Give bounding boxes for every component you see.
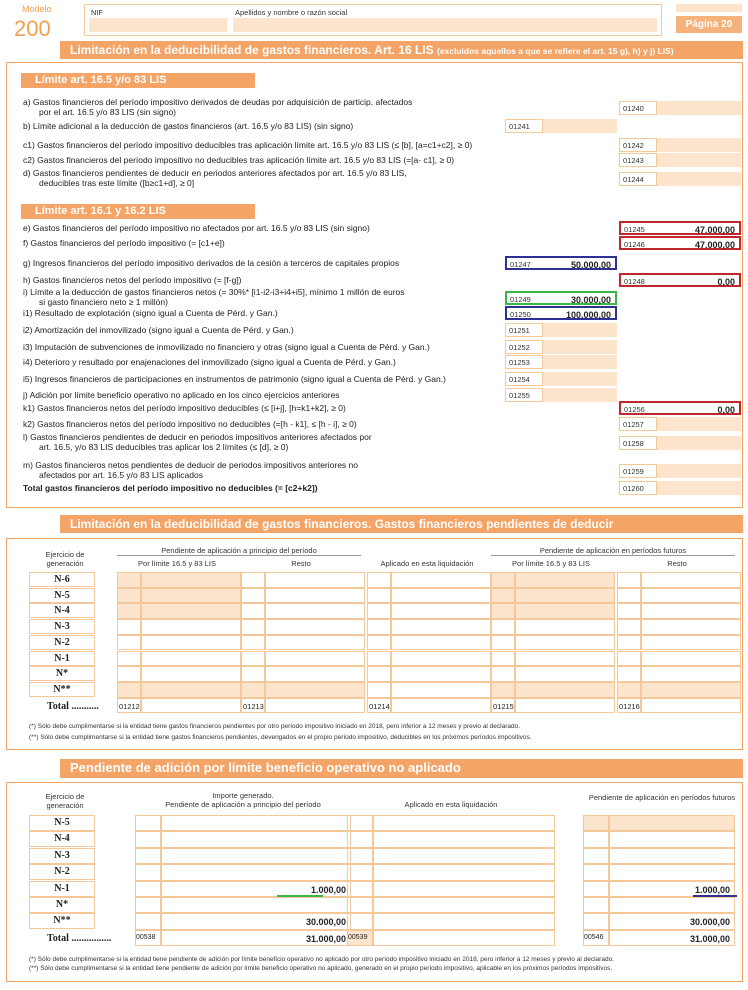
s3-underline-green xyxy=(277,895,323,897)
s3-cell-0-5[interactable] xyxy=(161,897,351,913)
s3-code-2: 00546 xyxy=(584,933,604,941)
s2-cell-3-1[interactable] xyxy=(515,588,615,604)
s2-note2: (**) Sólo debe cumplimentarse si la entidad tiene gastos financieros pendientes, devengados en el propio período impositivo, deducibles en los próximos períodos impositivos. xyxy=(29,734,532,741)
s1-code-01253: 01253 xyxy=(505,355,543,369)
s1-row-17-label xyxy=(23,419,357,429)
s1-code-01251: 01251 xyxy=(505,323,543,337)
sub-limit-165: Límite art. 16.5 y/o 83 LIS xyxy=(21,73,255,88)
s1-row-14-label xyxy=(23,374,446,384)
s2-cell-0-7[interactable] xyxy=(141,682,241,698)
s2-code-2: 01214 xyxy=(369,701,390,711)
s3-cell-2-3[interactable] xyxy=(609,864,735,880)
s1-value-01248[interactable]: 0,00 xyxy=(657,273,741,287)
s2-cell-4-5[interactable] xyxy=(641,651,741,667)
s1-value-01252[interactable] xyxy=(543,340,617,354)
s2-cellcode-4-0 xyxy=(617,572,641,588)
s2-cellcode-4-6 xyxy=(617,666,641,682)
s3-cell-0-1[interactable] xyxy=(161,831,351,847)
s2-cellcode-4-5 xyxy=(617,651,641,667)
s1-code-01249: 01249 xyxy=(505,291,543,305)
s3-cellcode-1-6 xyxy=(347,913,373,929)
s2-cell-1-0[interactable] xyxy=(265,572,365,588)
s2-year-N-4: N-4 xyxy=(29,603,95,618)
s3-h-ejercicio: Ejercicio de generación xyxy=(45,792,85,810)
s1-value-01256[interactable]: 0,00 xyxy=(657,401,741,415)
s2-cellcode-0-0 xyxy=(117,572,141,588)
s2-cell-0-2[interactable] xyxy=(141,603,241,619)
s2-cellcode-2-6 xyxy=(367,666,391,682)
s2-cell-3-5[interactable] xyxy=(515,651,615,667)
s2-cellcode-2-3 xyxy=(367,619,391,635)
nif-label: NIF xyxy=(91,8,104,17)
s1-code-01244: 01244 xyxy=(619,172,657,186)
s2-cell-0-0[interactable] xyxy=(141,572,241,588)
s3-total-label: Total ................ xyxy=(47,932,112,944)
s2-total-label: Total ........... xyxy=(47,700,99,712)
s2-cellcode-2-5 xyxy=(367,651,391,667)
s1-row-3-label xyxy=(23,155,454,165)
s1-row-19-text2: afectados por art. 16.5 y/o 83 LIS aplicados xyxy=(39,470,203,480)
s3-cellcode-1-5 xyxy=(347,897,373,913)
s1-row-9-text: i) Límite a la deducción de gastos financieros netos (= 30%* [i1-i2-i3+i4+i5], mínimo 1 millón de euros xyxy=(23,287,405,297)
s3-year-N**: N** xyxy=(29,913,95,929)
s3-year-N-3: N-3 xyxy=(29,848,95,864)
s3-h-importe: Importe generado. xyxy=(212,791,274,800)
s3-h-importe2: Pendiente de aplicación a principio del período xyxy=(165,800,321,809)
s3-cellcode-2-3 xyxy=(583,864,609,880)
s1-value-01255[interactable] xyxy=(543,388,617,402)
s1-code-01245: 01245 xyxy=(619,221,657,235)
s2-cellcode-1-0 xyxy=(241,572,265,588)
s3-cell-0-0[interactable] xyxy=(161,815,351,831)
s1-value-01243[interactable] xyxy=(657,153,741,167)
s2-cellcode-0-5 xyxy=(117,651,141,667)
s2-cell-0-6[interactable] xyxy=(141,666,241,682)
s1-row-2-text: c1) Gastos financieros del período impositivo deducibles tras aplicación límite art. 16.5 y/o 83 LIS (≤ [b], [a=c1+c2], ≥ 0) xyxy=(23,140,473,150)
s3-note2: (**) Sólo debe cumplimentarse si la entidad tiene pendiente de adición por límite beneficio operativo no aplicado, generado en el propio período impositivo, aplicable en los próximos períodos impositivos. xyxy=(29,965,613,972)
s3-cellcode-1-1 xyxy=(347,831,373,847)
s2-cellcode-3-0 xyxy=(491,572,515,588)
s3-cellcode-2-0 xyxy=(583,815,609,831)
s3-cell-1-1[interactable] xyxy=(373,831,555,847)
s2-cell-1-4[interactable] xyxy=(265,635,365,651)
s1-row-0-text: a) Gastos financieros del período impositivo derivados de deudas por adquisición de particip. afectados xyxy=(23,97,413,107)
s1-row-12-text: i3) Imputación de subvenciones de inmovilizado no financiero y otras (signo igual a Cuenta de Pérd. y Gan.) xyxy=(23,342,430,352)
s2-h-aplicado: Aplicado en esta liquidación xyxy=(380,559,474,568)
s1-code-01243: 01243 xyxy=(619,153,657,167)
s1-row-7-text: g) Ingresos financieros del período impositivo derivados de la cesión a terceros de capitales propios xyxy=(23,258,400,268)
s1-row-2-label xyxy=(23,140,472,150)
s3-cell-0-3[interactable] xyxy=(161,864,351,880)
s3-cell-1-7[interactable] xyxy=(373,930,555,946)
s1-row-12-label xyxy=(23,342,430,352)
s3-cell-2-6[interactable]: 30.000,00 xyxy=(609,913,735,929)
s1-value-01259[interactable] xyxy=(657,464,741,478)
s3-cellcode-2-5 xyxy=(583,897,609,913)
s2-year-N-3: N-3 xyxy=(29,619,95,634)
header-fields xyxy=(84,4,662,36)
s3-cell-1-5[interactable] xyxy=(373,897,555,913)
s1-code-01255: 01255 xyxy=(505,388,543,402)
s3-year-N*: N* xyxy=(29,897,95,913)
s3-cell-1-3[interactable] xyxy=(373,864,555,880)
s3-note1: (*) Sólo debe cumplimentarse si la entidad tiene pendiente de adición por límite beneficio operativo no aplicado por otro período impositivo iniciado en 2018, pero inferior a 12 meses y previo al declarado. xyxy=(29,956,614,963)
sub-limit-161: Límite art. 16.1 y 16.2 LIS xyxy=(21,204,255,219)
s3-year-N-4: N-4 xyxy=(29,831,95,847)
s2-cellcode-1-3 xyxy=(241,619,265,635)
section2-title: Limitación en la deducibilidad de gastos financieros. Gastos financieros pendientes de deducir xyxy=(60,515,743,533)
s3-cell-2-2[interactable] xyxy=(609,848,735,864)
s2-cellcode-2-7 xyxy=(367,682,391,698)
s2-cellcode-3-7 xyxy=(491,682,515,698)
s2-cellcode-1-1 xyxy=(241,588,265,604)
s3-cellcode-0-4 xyxy=(135,881,161,897)
s1-code-01246: 01246 xyxy=(619,236,657,250)
s1-row-18-label xyxy=(23,432,372,452)
s1-value-01257[interactable] xyxy=(657,417,741,431)
s3-cell-0-6[interactable]: 30.000,00 xyxy=(161,913,351,929)
s1-row-9-label xyxy=(23,287,405,307)
s2-cellcode-1-7 xyxy=(241,682,265,698)
s2-cell-3-2[interactable] xyxy=(515,603,615,619)
s2-year-N-2: N-2 xyxy=(29,635,95,650)
s2-year-N-6: N-6 xyxy=(29,572,95,587)
s1-row-3-text: c2) Gastos financieros del período impositivo no deducibles tras aplicación límite art. 16.5 y/o 83 LIS (=[a- c1], ≥ 0) xyxy=(23,155,455,165)
s1-row-16-text: k1) Gastos financieros netos del período impositivo deducibles (≤ [i+j], [h=k1+k2], ≥ 0) xyxy=(23,403,346,413)
s2-cell-2-6[interactable] xyxy=(391,666,491,682)
s3-cellcode-1-3 xyxy=(347,864,373,880)
s1-code-01252: 01252 xyxy=(505,340,543,354)
s3-cell-0-4[interactable]: 1.000,00 xyxy=(161,881,351,897)
s2-cellcode-1-6 xyxy=(241,666,265,682)
s2-cellcode-3-6 xyxy=(491,666,515,682)
s2-cell-4-6[interactable] xyxy=(641,666,741,682)
section1-box xyxy=(6,62,743,508)
s1-row-11-text: i2) Amortización del inmovilizado (signo igual a Cuenta de Pérd. y Gan.) xyxy=(23,325,294,335)
s1-value-01247[interactable]: 50.000,00 xyxy=(543,256,617,270)
s2-h-ejercicio: Ejercicio de generación xyxy=(45,550,85,568)
s2-h-limite1: Por límite 16.5 y 83 LIS xyxy=(138,559,216,568)
s1-code-01258: 01258 xyxy=(619,436,657,450)
s1-row-20-label xyxy=(23,483,318,493)
section1-title-note: (excluidos aquellos a que se refiere el art. 15 g), h) y j) LIS) xyxy=(436,46,674,56)
s1-row-14-text: i5) Ingresos financieros de participaciones en instrumentos de patrimonio (signo igual a Cuenta de Pérd. y Gan.) xyxy=(23,374,446,384)
s2-cellcode-0-1 xyxy=(117,588,141,604)
s1-row-8-text: h) Gastos financieros netos del período impositivo (= [f-g]) xyxy=(23,275,242,285)
s2-cell-3-4[interactable] xyxy=(515,635,615,651)
s1-code-01240: 01240 xyxy=(619,101,657,115)
s2-note1: (*) Sólo debe cumplimentarse si la entidad tiene gastos financieros pendientes por otro período impositivo iniciado en 2018, pero inferior a 12 meses y previo al declarado. xyxy=(29,723,521,730)
s3-cell-2-1[interactable] xyxy=(609,831,735,847)
s3-cell-2-7[interactable]: 31.000,00 xyxy=(609,930,735,946)
s3-code-1: 00539 xyxy=(348,933,368,941)
s2-cellcode-3-2 xyxy=(491,603,515,619)
s3-cellcode-0-2 xyxy=(135,848,161,864)
s1-code-01257: 01257 xyxy=(619,417,657,431)
s1-code-01259: 01259 xyxy=(619,464,657,478)
s2-year-N**: N** xyxy=(29,682,95,697)
s2-cellcode-0-6 xyxy=(117,666,141,682)
name-label: Apellidos y nombre o razón social xyxy=(235,8,348,17)
s2-cellcode-4-7 xyxy=(617,682,641,698)
s1-value-01254[interactable] xyxy=(543,372,617,386)
s1-value-01245[interactable]: 47.000,00 xyxy=(657,221,741,235)
s1-row-1-text: b) Límite adicional a la deducción de gastos financieros (art. 16.5 y/o 83 LIS) (sin signo) xyxy=(23,121,354,131)
s1-value-01258[interactable] xyxy=(657,436,741,450)
s1-row-8-label xyxy=(23,275,242,285)
s2-code-0: 01212 xyxy=(119,701,140,711)
s2-cell-3-0[interactable] xyxy=(515,572,615,588)
s3-cellcode-1-2 xyxy=(347,848,373,864)
s2-cellcode-4-4 xyxy=(617,635,641,651)
s2-cellcode-3-1 xyxy=(491,588,515,604)
s3-h-aplicado: Aplicado en esta liquidación xyxy=(404,800,498,809)
s1-value-01244[interactable] xyxy=(657,172,741,186)
s1-code-01254: 01254 xyxy=(505,372,543,386)
section1-title-text: Limitación en la deducibilidad de gastos financieros. Art. 16 LIS xyxy=(70,43,434,57)
s3-cellcode-0-5 xyxy=(135,897,161,913)
s2-cell-3-8[interactable] xyxy=(515,698,615,714)
s3-cell-0-7[interactable]: 31.000,00 xyxy=(161,930,351,946)
s1-row-1-label xyxy=(23,121,353,131)
s2-cellcode-4-1 xyxy=(617,588,641,604)
s2-code-3: 01215 xyxy=(493,701,514,711)
s1-value-01240[interactable] xyxy=(657,101,741,115)
s2-cellcode-0-4 xyxy=(117,635,141,651)
page-number: Página 20 xyxy=(676,16,742,33)
s3-year-N-5: N-5 xyxy=(29,815,95,831)
s2-cell-1-1[interactable] xyxy=(265,588,365,604)
s3-cellcode-2-6 xyxy=(583,913,609,929)
s2-h-pend-inicio: Pendiente de aplicación a principio del período xyxy=(117,546,361,556)
s2-cellcode-4-3 xyxy=(617,619,641,635)
s2-cell-2-5[interactable] xyxy=(391,651,491,667)
s2-cell-4-7[interactable] xyxy=(641,682,741,698)
s1-row-19-label xyxy=(23,460,358,480)
s1-row-0-label xyxy=(23,97,412,117)
s2-year-N*: N* xyxy=(29,666,95,681)
s1-value-01249[interactable]: 30.000,00 xyxy=(543,291,617,305)
s2-cell-2-3[interactable] xyxy=(391,619,491,635)
s2-cell-2-4[interactable] xyxy=(391,635,491,651)
s3-code-0: 00538 xyxy=(136,933,156,941)
s2-cell-0-4[interactable] xyxy=(141,635,241,651)
s3-cell-1-4[interactable] xyxy=(373,881,555,897)
s2-cellcode-1-5 xyxy=(241,651,265,667)
s3-cellcode-0-0 xyxy=(135,815,161,831)
s2-code-1: 01213 xyxy=(243,701,264,711)
s2-cell-2-2[interactable] xyxy=(391,603,491,619)
modelo-label: Modelo xyxy=(22,4,52,14)
s2-cell-4-2[interactable] xyxy=(641,603,741,619)
s2-cell-1-6[interactable] xyxy=(265,666,365,682)
s1-row-4-text2: deducibles tras este límite ([b≥c1+d], ≥ 0] xyxy=(39,178,195,188)
s3-cellcode-1-0 xyxy=(347,815,373,831)
s1-row-5-text: e) Gastos financieros del período impositivo no afectados por art. 16.5 y/o 83 LIS (sin signo) xyxy=(23,223,370,233)
s1-row-7-label xyxy=(23,258,399,268)
s2-cellcode-2-0 xyxy=(367,572,391,588)
s2-cellcode-3-3 xyxy=(491,619,515,635)
s2-cell-1-5[interactable] xyxy=(265,651,365,667)
s2-cell-2-7[interactable] xyxy=(391,682,491,698)
s3-year-N-1: N-1 xyxy=(29,881,95,897)
s1-row-17-text: k2) Gastos financieros netos del período impositivo no deducibles (=[h - k1], ≤ [h - i], ≥ 0) xyxy=(23,419,357,429)
s2-cell-2-8[interactable] xyxy=(391,698,491,714)
s1-row-0-text2: por el art. 16.5 y/o 83 LIS (sin signo) xyxy=(39,107,177,117)
s1-row-11-label xyxy=(23,325,294,335)
s3-cellcode-2-2 xyxy=(583,848,609,864)
s2-year-N-5: N-5 xyxy=(29,588,95,603)
s3-cell-1-6[interactable] xyxy=(373,913,555,929)
s3-cell-1-0[interactable] xyxy=(373,815,555,831)
s1-row-19-text: m) Gastos financieros netos pendientes de deducir de periodos impositivos anteriores no xyxy=(23,460,358,470)
s3-cell-1-2[interactable] xyxy=(373,848,555,864)
s2-cell-1-3[interactable] xyxy=(265,619,365,635)
s1-code-01260: 01260 xyxy=(619,481,657,495)
s2-h-resto1: Resto xyxy=(291,559,311,568)
s1-row-15-text: j) Adición por límite beneficio operativo no aplicado en los cinco ejercicios anteriores xyxy=(23,390,340,400)
s1-value-01250[interactable]: 100.000,00 xyxy=(543,306,617,320)
s3-cellcode-0-1 xyxy=(135,831,161,847)
s2-cellcode-2-2 xyxy=(367,603,391,619)
s2-cell-4-8[interactable] xyxy=(641,698,741,714)
s1-code-01250: 01250 xyxy=(505,306,543,320)
s1-value-01242[interactable] xyxy=(657,138,741,152)
s1-value-01260[interactable] xyxy=(657,481,741,495)
s2-cellcode-3-4 xyxy=(491,635,515,651)
s2-h-pend-futuro: Pendiente de aplicación en períodos futuros xyxy=(491,546,735,556)
s1-row-18-text2: art. 16.5, y/o 83 LIS deducibles tras aplicar los 2 límites (≤ [d], ≥ 0) xyxy=(39,442,289,452)
s2-cell-4-0[interactable] xyxy=(641,572,741,588)
s2-cell-0-8[interactable] xyxy=(141,698,241,714)
s2-cellcode-3-5 xyxy=(491,651,515,667)
s3-h-futuro: Pendiente de aplicación en períodos futuros xyxy=(588,793,736,802)
s2-cell-2-0[interactable] xyxy=(391,572,491,588)
s1-row-6-label xyxy=(23,238,225,248)
s1-row-10-label xyxy=(23,308,278,318)
nif-field[interactable] xyxy=(89,18,227,32)
s3-cell-0-2[interactable] xyxy=(161,848,351,864)
s1-row-13-text: i4) Deterioro y resultado por enajenaciones del inmovilizado (signo igual a Cuenta de Pérd. y Gan.) xyxy=(23,357,396,367)
s1-value-01241[interactable] xyxy=(543,119,617,133)
s1-row-9-text2: si gasto financiero neto ≥ 1 millón) xyxy=(39,297,168,307)
s2-h-resto2: Resto xyxy=(667,559,687,568)
s2-cell-4-1[interactable] xyxy=(641,588,741,604)
s2-cell-4-3[interactable] xyxy=(641,619,741,635)
s3-cellcode-0-6 xyxy=(135,913,161,929)
s2-cellcode-0-7 xyxy=(117,682,141,698)
section3-box xyxy=(6,782,743,982)
s2-cell-0-1[interactable] xyxy=(141,588,241,604)
s1-code-01248: 01248 xyxy=(619,273,657,287)
section3-title: Pendiente de adición por límite beneficio operativo no aplicado xyxy=(60,759,743,778)
s3-cellcode-2-1 xyxy=(583,831,609,847)
s2-cell-3-7[interactable] xyxy=(515,682,615,698)
s2-cell-3-3[interactable] xyxy=(515,619,615,635)
s1-row-16-label xyxy=(23,403,346,413)
s2-cellcode-2-1 xyxy=(367,588,391,604)
s2-cell-4-4[interactable] xyxy=(641,635,741,651)
s1-code-01242: 01242 xyxy=(619,138,657,152)
s1-row-10-text: i1) Resultado de explotación (signo igual a Cuenta de Pérd. y Gan.) xyxy=(23,308,278,318)
s2-cell-2-1[interactable] xyxy=(391,588,491,604)
modelo-number: 200 xyxy=(14,16,51,41)
s1-code-01247: 01247 xyxy=(505,256,543,270)
s3-cellcode-2-4 xyxy=(583,881,609,897)
s2-cell-3-6[interactable] xyxy=(515,666,615,682)
s1-code-01241: 01241 xyxy=(505,119,543,133)
s3-cellcode-0-3 xyxy=(135,864,161,880)
s3-cell-2-0[interactable] xyxy=(609,815,735,831)
s2-cell-1-2[interactable] xyxy=(265,603,365,619)
s2-year-N-1: N-1 xyxy=(29,651,95,666)
s2-h-limite2: Por límite 16.5 y 83 LIS xyxy=(512,559,590,568)
s2-cellcode-2-4 xyxy=(367,635,391,651)
s1-value-01251[interactable] xyxy=(543,323,617,337)
s2-cell-1-7[interactable] xyxy=(265,682,365,698)
s2-code-4: 01216 xyxy=(619,701,640,711)
s1-row-4-label xyxy=(23,168,407,188)
s2-cellcode-4-2 xyxy=(617,603,641,619)
s3-cellcode-1-4 xyxy=(347,881,373,897)
s1-value-01253[interactable] xyxy=(543,355,617,369)
s1-row-6-text: f) Gastos financieros del período impositivo (= [c1+e]) xyxy=(23,238,225,248)
s1-row-5-label xyxy=(23,223,370,233)
s2-cell-1-8[interactable] xyxy=(265,698,365,714)
s1-value-01246[interactable]: 47.000,00 xyxy=(657,236,741,250)
s3-cell-2-5[interactable] xyxy=(609,897,735,913)
s3-underline-blue xyxy=(693,895,737,897)
s2-cellcode-0-3 xyxy=(117,619,141,635)
section2-box xyxy=(6,538,743,750)
s2-cell-0-3[interactable] xyxy=(141,619,241,635)
s2-cellcode-1-4 xyxy=(241,635,265,651)
s3-cell-2-4[interactable]: 1.000,00 xyxy=(609,881,735,897)
s2-cellcode-0-2 xyxy=(117,603,141,619)
s1-code-01256: 01256 xyxy=(619,401,657,415)
s1-row-13-label xyxy=(23,357,396,367)
s3-year-N-2: N-2 xyxy=(29,864,95,880)
s2-cellcode-1-2 xyxy=(241,603,265,619)
s1-row-4-text: d) Gastos financieros pendientes de deducir en periodos anteriores afectados por art. 16.5 y/o 83 LIS, xyxy=(23,168,407,178)
s2-cell-0-5[interactable] xyxy=(141,651,241,667)
section1-title xyxy=(60,41,743,59)
page-strip xyxy=(676,4,742,12)
name-field[interactable] xyxy=(233,18,657,32)
s1-row-15-label xyxy=(23,390,340,400)
s1-row-18-text: l) Gastos financieros pendientes de deducir en periodos impositivos anteriores afectados por xyxy=(23,432,372,442)
s1-row-20-text: Total gastos financieros del período impositivo no deducibles (= [c2+k2]) xyxy=(23,483,318,493)
